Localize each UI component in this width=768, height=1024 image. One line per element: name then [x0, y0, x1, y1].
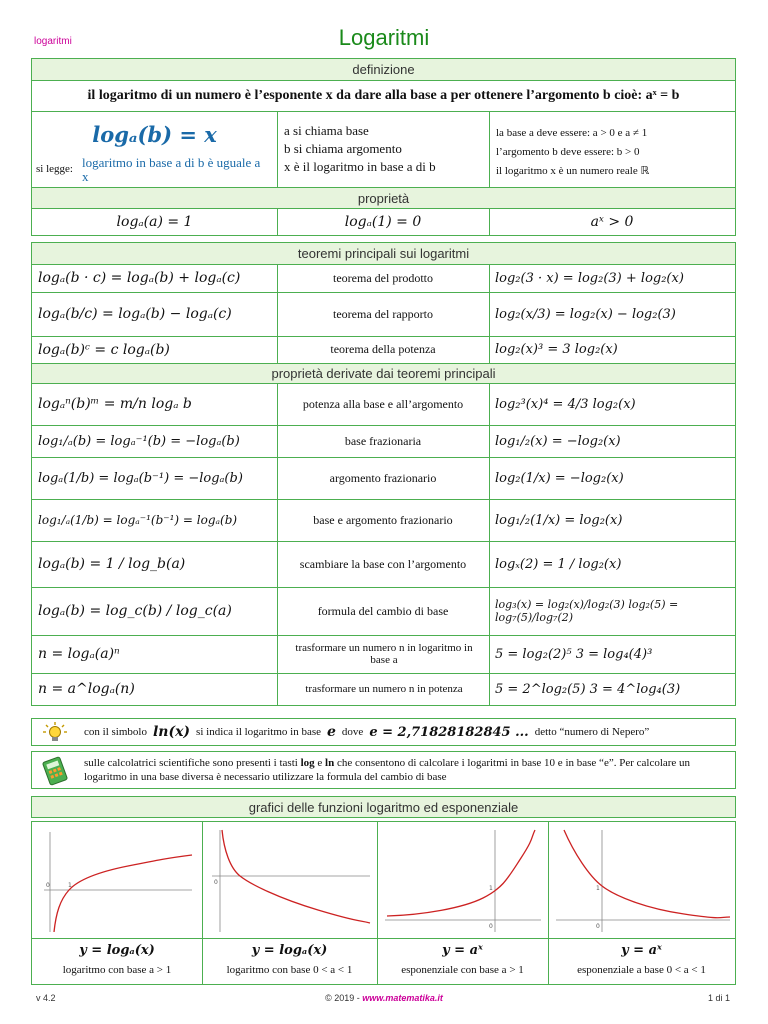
fractional-base-name: base frazionaria [344, 433, 422, 448]
graph-1-caption: logaritmo con base a > 1 [62, 964, 172, 976]
version-label: v 4.2 [36, 993, 56, 1003]
graphs-section [31, 821, 736, 985]
graph-4-caption: esponenziale a base 0 < a < 1 [577, 964, 706, 976]
fractional-argument-example: log₂(1/x) = −log₂(x) [495, 470, 624, 486]
property-positive-power: aˣ > 0 [590, 213, 634, 230]
fractional-argument-formula: logₐ(1/b) = logₐ(b⁻¹) = −logₐ(b) [38, 470, 243, 486]
calculator-note [31, 751, 736, 789]
document-tag: logaritmi [34, 36, 72, 47]
change-base-name: formula del cambio di base [317, 603, 449, 618]
graph-4-equation: y = aˣ [621, 942, 662, 958]
product-formula: logₐ(b · c) = logₐ(b) + logₐ(c) [38, 270, 241, 286]
copyright-text: © 2019 - [325, 993, 360, 1003]
property-log-one: logₐ(1) = 0 [344, 213, 422, 230]
page-number: 1 di 1 [707, 993, 730, 1003]
site-link[interactable]: www.matematika.it [362, 993, 443, 1003]
power-formula: logₐ(b)ᶜ = c logₐ(b) [38, 341, 170, 358]
change-base-formula: logₐ(b) = log_c(b) / log_c(a) [38, 603, 232, 619]
nepero-value: e = 2,71828182845 ... [369, 724, 529, 740]
page-title: Logaritmi [338, 25, 430, 50]
graph-exp-base-greater-one [383, 828, 543, 932]
natural-log-text [84, 719, 731, 745]
theorems-section [31, 242, 736, 706]
calc-text-c: base “e”. Per calcolare un logaritmo in una base diversa è necessario utilizzare la formula del cambio di base [84, 757, 691, 783]
fractional-base-example: log₁/₂(x) = −log₂(x) [495, 433, 621, 449]
section-band-grafici: grafici delle funzioni logaritmo ed esponenziale [32, 797, 735, 817]
graph-3-equation: y = aˣ [442, 942, 483, 958]
graph-log-base-greater-one [38, 828, 196, 932]
svg-text:0: 0 [596, 923, 600, 930]
real-condition: il logaritmo x è un numero reale ℝ [496, 165, 650, 177]
nepero-name: detto “numero di Nepero” [534, 726, 650, 738]
graphs-band [31, 796, 736, 818]
product-example: log₂(3 · x) = log₂(3) + log₂(x) [495, 270, 684, 286]
number-to-power-formula: n = a^logₐ(n) [38, 681, 135, 697]
ln-key: ln [325, 757, 335, 769]
product-theorem-name: teorema del prodotto [333, 270, 433, 285]
svg-text:1: 1 [596, 885, 600, 892]
svg-text:0: 0 [46, 882, 50, 889]
svg-text:1: 1 [68, 882, 72, 889]
power-base-argument-name: potenza alla base e all’argomento [302, 396, 464, 411]
svg-text:0: 0 [214, 879, 218, 886]
definition-conditions [496, 124, 734, 181]
fractional-base-argument-example: log₁/₂(1/x) = log₂(x) [495, 512, 623, 528]
section-band-teoremi: teoremi principali sui logaritmi [32, 243, 735, 264]
argument-condition: l’argomento b deve essere: b > 0 [496, 146, 640, 158]
graph-1-equation: y = logₐ(x) [79, 942, 155, 958]
quotient-example: log₂(x/3) = log₂(x) − log₂(3) [495, 306, 676, 322]
number-to-power-name: trasformare un numero n in potenza [305, 683, 463, 695]
change-base-example: log₃(x) = log₂(x)/log₂(3) log₂(5) = log₇(5)/log₇(2) [495, 598, 679, 624]
graph-2-caption: logaritmo con base 0 < a < 1 [226, 964, 353, 976]
fractional-argument-name: argomento frazionario [329, 470, 437, 485]
number-to-log-name: trasformare un numero n in logaritmo in base a [295, 642, 473, 666]
number-to-log-formula: n = logₐ(a)ⁿ [38, 646, 120, 662]
graph-3-caption: esponenziale con base a > 1 [401, 964, 524, 976]
definition-section [31, 58, 736, 236]
log-key: log [300, 757, 315, 769]
calculator-text [84, 756, 729, 784]
base-name: a si chiama base [284, 123, 369, 138]
definition-names [284, 122, 484, 176]
swap-base-formula: logₐ(b) = 1 / log_b(a) [38, 556, 186, 572]
power-example: log₂(x)³ = 3 log₂(x) [495, 342, 618, 357]
calc-text-a: sulle calcolatrici scientifiche sono presenti i tasti [84, 757, 298, 769]
power-base-argument-example: log₂³(x)⁴ = 4/3 log₂(x) [495, 396, 636, 412]
fractional-base-argument-name: base e argomento frazionario [313, 512, 453, 527]
ln-dove: dove [341, 726, 364, 738]
e-symbol: e [327, 724, 336, 740]
number-to-log-example: 5 = log₂(2)⁵ 3 = log₄(4)³ [495, 646, 653, 662]
lightbulb-icon [42, 721, 68, 743]
number-to-power-example: 5 = 2^log₂(5) 3 = 4^log₄(3) [495, 681, 681, 697]
calc-text-b: che consentono di calcolare i logaritmi in base 10 e in [336, 757, 575, 769]
swap-base-example: logₓ(2) = 1 / log₂(x) [495, 556, 622, 572]
ln-middle: si indica il logaritmo in base [196, 726, 321, 738]
graph-exp-base-less-one [554, 828, 732, 932]
property-log-base: logₐ(a) = 1 [116, 213, 193, 230]
swap-base-name: scambiare la base con l’argomento [299, 556, 467, 571]
graph-log-base-less-one [208, 828, 372, 932]
si-legge-label: si legge: [36, 163, 73, 175]
quotient-theorem-name: teorema del rapporto [333, 306, 433, 321]
footer-copyright [0, 993, 768, 1003]
section-band-proprieta: proprietà [32, 188, 735, 208]
calculator-icon [40, 756, 70, 786]
ln-symbol: ln(x) [152, 724, 191, 740]
quotient-formula: logₐ(b/c) = logₐ(b) − logₐ(c) [38, 306, 232, 322]
logarithm-name: x è il logaritmo in base a di b [284, 159, 436, 174]
definition-sentence: il logaritmo di un numero è l’esponente x da dare alla base a per ottenere l’argomento b cioè: aˣ = b [87, 87, 680, 103]
base-condition: la base a deve essere: a > 0 e a ≠ 1 [496, 127, 648, 139]
fractional-base-argument-formula: log₁/ₐ(1/b) = logₐ⁻¹(b⁻¹) = logₐ(b) [38, 513, 238, 527]
ln-intro: con il simbolo [84, 726, 147, 738]
power-base-argument-formula: logₐⁿ(b)ᵐ = m/n logₐ b [38, 396, 192, 412]
svg-text:0: 0 [489, 923, 493, 930]
fractional-base-formula: log₁/ₐ(b) = logₐ⁻¹(b) = −logₐ(b) [38, 433, 240, 449]
definition-reading: logaritmo in base a di b è uguale a x [82, 155, 261, 184]
calc-and: e [317, 757, 323, 769]
definition-formula: logₐ(b) = x [92, 121, 217, 147]
argument-name: b si chiama argomento [284, 141, 402, 156]
natural-log-note [31, 718, 736, 746]
graph-2-equation: y = logₐ(x) [251, 942, 328, 958]
section-band-derivate: proprietà derivate dai teoremi principali [32, 364, 735, 383]
section-band-definizione: definizione [32, 59, 735, 80]
svg-text:1: 1 [489, 885, 493, 892]
power-theorem-name: teorema della potenza [330, 342, 436, 356]
